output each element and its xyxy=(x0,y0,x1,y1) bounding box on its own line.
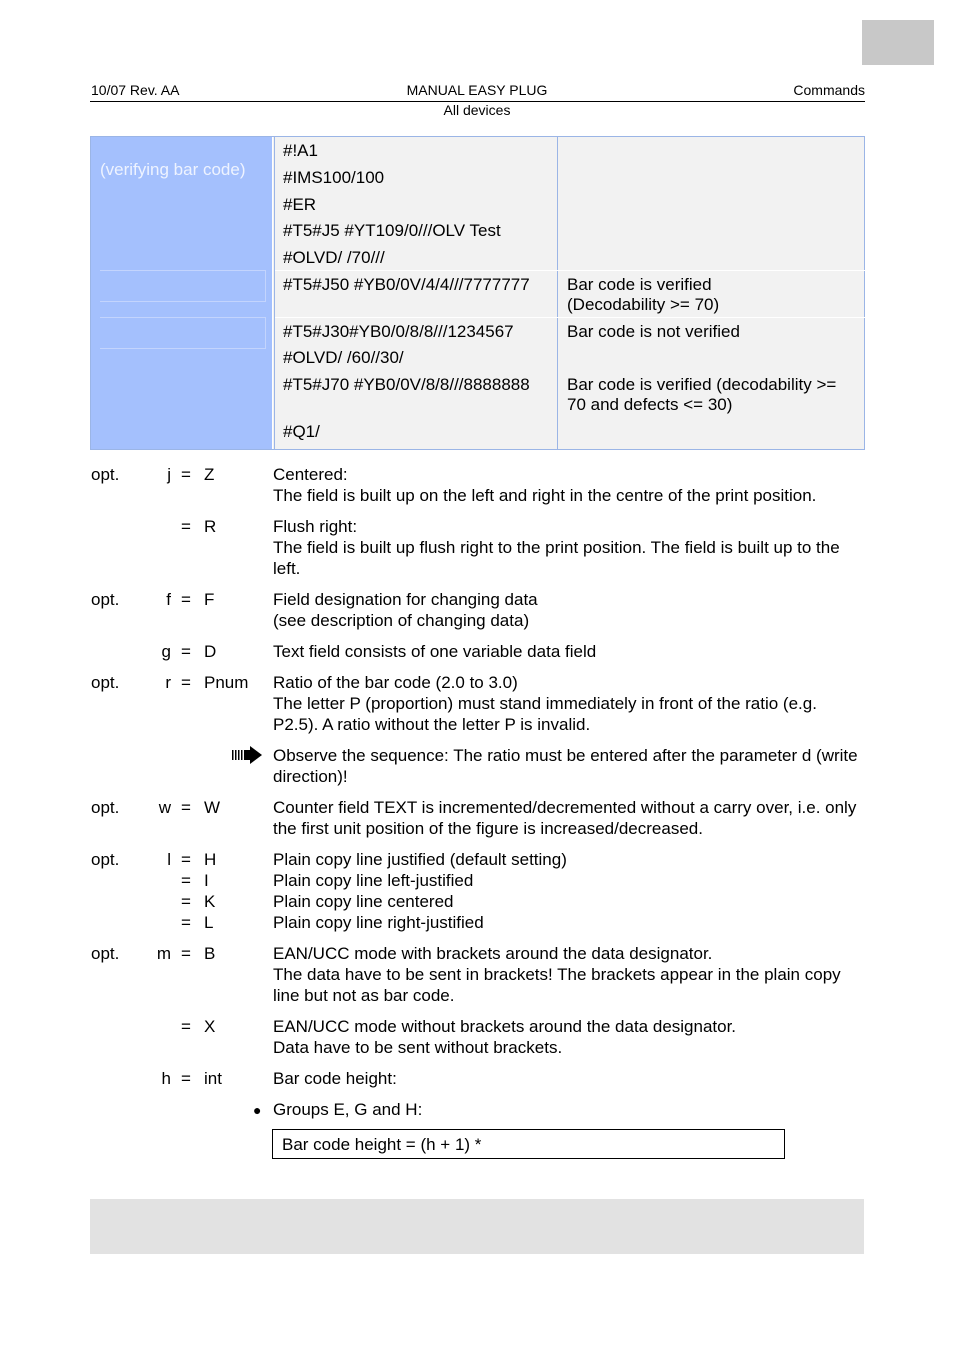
param-value-w: W xyxy=(204,798,221,817)
column-divider xyxy=(557,137,558,449)
param-symbol-l: l xyxy=(167,850,171,869)
param-opt-l: opt. xyxy=(91,850,120,869)
note-line: 70 and defects <= 30) xyxy=(567,395,733,414)
param-desc-left-justified: Plain copy line left-justified xyxy=(273,871,474,890)
arrow-right-icon xyxy=(231,746,263,764)
param-value-l: L xyxy=(204,913,214,932)
param-equals: = xyxy=(181,517,191,536)
param-value-x: X xyxy=(204,1017,216,1036)
param-value-pnum: Pnum xyxy=(204,673,249,692)
param-symbol-m: m xyxy=(156,944,171,963)
header-section: Commands xyxy=(793,82,865,98)
param-equals: = xyxy=(181,1069,191,1088)
code-line: #IMS100/100 xyxy=(283,168,385,187)
param-symbol-h: h xyxy=(161,1069,171,1088)
param-desc-flush-right: Flush right: The field is built up flush right to the print position. The field is built up to the left. xyxy=(273,517,840,578)
param-symbol-g: g xyxy=(161,642,171,661)
bullet-icon: ● xyxy=(253,1102,262,1118)
param-opt-j: opt. xyxy=(91,465,120,484)
param-equals: = xyxy=(181,673,191,692)
corner-tab xyxy=(862,20,934,65)
column-divider xyxy=(274,137,275,449)
param-value-b: B xyxy=(204,944,216,963)
param-value-h: H xyxy=(204,850,217,869)
param-note-sequence: Observe the sequence: The ratio must be entered after the parameter d (write direction)! xyxy=(273,746,858,786)
code-line: #!A1 xyxy=(283,141,318,160)
param-value-d: D xyxy=(204,642,217,661)
header-title: MANUAL EASY PLUG xyxy=(406,82,548,98)
example-table xyxy=(90,136,865,450)
param-desc-groups: Groups E, G and H: xyxy=(273,1100,423,1119)
note-line: (Decodability >= 70) xyxy=(567,295,720,314)
param-desc-ean-brackets: EAN/UCC mode with brackets around the data designator. The data have to be sent in brackets! The brackets appear in the plain copy line but not as bar code. xyxy=(273,944,841,1005)
param-equals: = xyxy=(181,871,191,890)
code-line: #OLVD/ /70/// xyxy=(283,248,385,267)
row-separator xyxy=(275,317,865,318)
code-line: #OLVD/ /60//30/ xyxy=(283,348,404,367)
param-desc-right-justified: Plain copy line right-justified xyxy=(273,913,484,932)
note-line: Bar code is verified xyxy=(567,275,712,294)
param-equals: = xyxy=(181,892,191,911)
param-symbol-j: j xyxy=(167,465,171,484)
param-desc-justified: Plain copy line justified (default setting) xyxy=(273,850,567,869)
code-line: #T5#J30#YB0/0/8/8///1234567 xyxy=(283,322,514,341)
param-equals: = xyxy=(181,944,191,963)
param-opt-w: opt. xyxy=(91,798,120,817)
code-line: #ER xyxy=(283,195,317,214)
param-desc-centered-line: Plain copy line centered xyxy=(273,892,454,911)
note-line: Bar code is verified (decodability >= xyxy=(567,375,837,394)
param-opt-f: opt. xyxy=(91,590,120,609)
row-separator xyxy=(275,270,865,271)
param-symbol-w: w xyxy=(158,798,171,817)
param-equals: = xyxy=(181,590,191,609)
param-desc-ean-no-brackets: EAN/UCC mode without brackets around the data designator. Data have to be sent without brackets. xyxy=(273,1017,737,1057)
param-symbol-f: f xyxy=(166,590,171,609)
param-desc-ratio: Ratio of the bar code (2.0 to 3.0) The letter P (proportion) must stand immediately in front of the ratio (e.g. P2.5). A ratio without the letter P is invalid. xyxy=(273,673,817,734)
param-equals: = xyxy=(181,1017,191,1036)
param-desc-counter-field: Counter field TEXT is incremented/decremented without a carry over, i.e. only the first unit position of the figure is increased/decreased. xyxy=(273,798,857,838)
code-line: #T5#J70 #YB0/0V/8/8///8888888 xyxy=(283,375,530,394)
header-subtitle: All devices xyxy=(443,102,511,118)
code-line: #T5#J50 #YB0/0V/4/4///7777777 xyxy=(283,275,530,294)
param-desc-bar-height: Bar code height: xyxy=(273,1069,397,1088)
param-desc-centered: Centered: The field is built up on the left and right in the centre of the print position. xyxy=(273,465,817,505)
param-value-k: K xyxy=(204,892,216,911)
param-equals: = xyxy=(181,850,191,869)
side-row-box xyxy=(100,317,266,349)
param-symbol-r: r xyxy=(165,673,171,692)
param-desc-text-field: Text field consists of one variable data field xyxy=(273,642,597,661)
param-value-r: R xyxy=(204,517,217,536)
param-value-z: Z xyxy=(204,465,215,484)
example-side-label: (verifying bar code) xyxy=(100,160,246,179)
formula-box: Bar code height = (h + 1) * xyxy=(272,1129,785,1159)
param-opt-m: opt. xyxy=(91,944,120,963)
param-value-f: F xyxy=(204,590,215,609)
param-equals: = xyxy=(181,642,191,661)
code-line: #T5#J5 #YT109/0///OLV Test xyxy=(283,221,501,240)
param-value-int: int xyxy=(204,1069,222,1088)
side-row-box xyxy=(100,270,266,302)
param-equals: = xyxy=(181,465,191,484)
note-line: Bar code is not verified xyxy=(567,322,740,341)
code-line: #Q1/ xyxy=(283,422,320,441)
param-equals: = xyxy=(181,913,191,932)
column-divider xyxy=(272,137,273,449)
param-opt-r: opt. xyxy=(91,673,120,692)
example-side-panel xyxy=(91,137,272,449)
param-desc-field-designation: Field designation for changing data (see description of changing data) xyxy=(273,590,538,630)
footer-bar xyxy=(90,1199,864,1254)
param-equals: = xyxy=(181,798,191,817)
header-revision: 10/07 Rev. AA xyxy=(91,82,180,98)
param-value-i: I xyxy=(204,871,209,890)
